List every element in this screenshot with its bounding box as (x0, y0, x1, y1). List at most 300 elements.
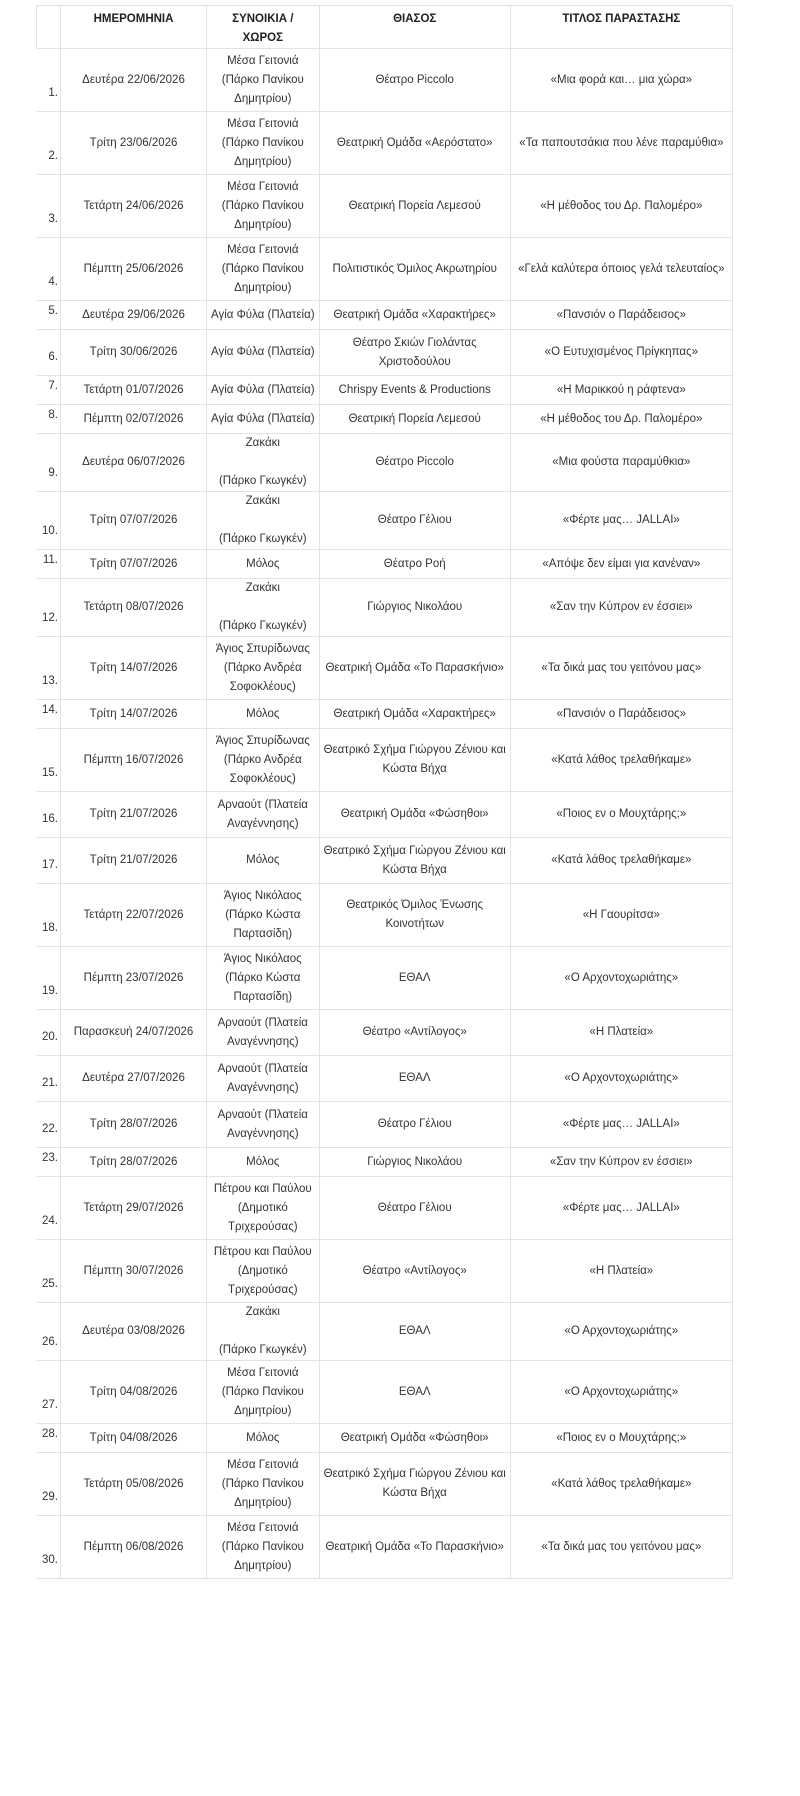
row-title (510, 49, 732, 112)
table-row (37, 376, 733, 405)
row-troupe (319, 330, 510, 376)
row-title (510, 700, 732, 729)
row-venue-line: Δημητρίου) (234, 92, 292, 105)
row-title (510, 1424, 732, 1453)
row-title (510, 1516, 732, 1579)
row-venue-line: Μέσα Γειτονιά (227, 243, 299, 256)
row-title-line: «Μια φούστα παραμύθκια» (552, 456, 691, 468)
row-date: Τετάρτη 29/07/2026 (61, 1177, 207, 1240)
row-troupe (319, 492, 510, 550)
table-row (37, 947, 733, 1010)
row-troupe (319, 1424, 510, 1453)
row-date: Δευτέρα 06/07/2026 (61, 434, 207, 492)
row-date: Τετάρτη 01/07/2026 (61, 376, 207, 405)
row-number: 14. (37, 700, 61, 729)
row-date: Τρίτη 28/07/2026 (61, 1102, 207, 1148)
row-title-line: «Τα παπουτσάκια που λένε παραμύθια» (519, 136, 724, 149)
row-troupe (319, 1240, 510, 1303)
row-troupe (319, 1516, 510, 1579)
row-title (510, 947, 732, 1010)
row-troupe-line: ΕΘΑΛ (398, 1325, 431, 1337)
row-title (510, 1361, 732, 1424)
row-number: 5. (37, 301, 61, 330)
row-venue-line: Μέσα Γειτονιά (227, 1366, 299, 1379)
row-venue-line: Μέσα Γειτονιά (227, 117, 299, 130)
row-venue-line: (Δημοτικό (237, 1264, 288, 1277)
row-number: 21. (37, 1056, 61, 1102)
row-number: 26. (37, 1303, 61, 1361)
row-venue-line: Αγία Φύλα (Πλατεία) (211, 346, 315, 358)
row-number: 8. (37, 405, 61, 434)
row-number: 22. (37, 1102, 61, 1148)
row-venue-line: (Δημοτικό (237, 1201, 288, 1214)
row-troupe-line: Θεατρικό Σχήμα Γιώργου Ζένιου και (323, 844, 506, 857)
row-title-line: «Η μέθοδος του Δρ. Παλομέρο» (540, 412, 703, 425)
row-venue-line (211, 598, 315, 617)
row-number: 6. (37, 330, 61, 376)
row-number: 11. (37, 550, 61, 579)
row-troupe-line: Θέατρο «Αντίλογος» (362, 1026, 467, 1038)
row-troupe-line: Θέατρο Piccolo (375, 456, 454, 468)
row-venue-line: (Πάρκο Ανδρέα (223, 753, 302, 766)
row-venue (207, 884, 320, 947)
table-row (37, 492, 733, 550)
table-row (37, 49, 733, 112)
row-title (510, 405, 732, 434)
row-venue (207, 637, 320, 700)
row-venue-line: Μέσα Γειτονιά (227, 54, 299, 67)
row-title (510, 175, 732, 238)
row-venue-line: Σοφοκλέους) (229, 680, 296, 693)
row-title-line: «Η Γαουρίτσα» (582, 908, 660, 921)
table-body (37, 49, 733, 1579)
table-row (37, 579, 733, 637)
row-title-line: «Σαν την Κύπρον εν έσσιει» (549, 601, 693, 613)
row-venue (207, 1010, 320, 1056)
row-venue (207, 838, 320, 884)
row-troupe (319, 434, 510, 492)
row-title (510, 1056, 732, 1102)
row-troupe-line: Θέατρο Γέλιου (377, 1118, 452, 1130)
row-number: 18. (37, 884, 61, 947)
row-title (510, 838, 732, 884)
row-troupe-line: Θεατρική Ομάδα «Χαρακτήρες» (333, 308, 496, 321)
row-date: Τρίτη 21/07/2026 (61, 838, 207, 884)
row-troupe (319, 884, 510, 947)
row-date: Πέμπτη 16/07/2026 (61, 729, 207, 792)
row-troupe-line: Θεατρική Ομάδα «Το Παρασκήνιο» (325, 661, 504, 674)
row-venue-line: Μόλος (246, 1431, 280, 1444)
row-troupe (319, 1148, 510, 1177)
row-date: Πέμπτη 25/06/2026 (61, 238, 207, 301)
row-troupe-line: Θεατρικό Σχήμα Γιώργου Ζένιου και (323, 1468, 506, 1480)
row-number: 29. (37, 1453, 61, 1516)
row-title-line: «Η Μαρικκού η ράφτενα» (556, 383, 686, 396)
row-venue (207, 376, 320, 405)
row-troupe-line: Θέατρο Ροή (383, 557, 446, 570)
row-number: 9. (37, 434, 61, 492)
row-troupe-line: Θεατρικός Όμιλος Ένωσης (346, 899, 484, 911)
row-venue-line: Αγία Φύλα (Πλατεία) (211, 412, 315, 425)
row-date: Δευτέρα 29/06/2026 (61, 301, 207, 330)
header-venue: ΣΥΝΟΙΚΙΑ / ΧΩΡΟΣ (207, 6, 320, 49)
row-title-line: «Κατά λάθος τρελαθήκαμε» (551, 854, 692, 866)
row-date: Πέμπτη 02/07/2026 (61, 405, 207, 434)
row-date: Πέμπτη 23/07/2026 (61, 947, 207, 1010)
row-date: Τρίτη 14/07/2026 (61, 700, 207, 729)
row-title-line: «Κατά λάθος τρελαθήκαμε» (551, 753, 692, 766)
row-venue (207, 550, 320, 579)
row-venue-line: Δημητρίου) (234, 1404, 292, 1417)
row-date: Δευτέρα 03/08/2026 (61, 1303, 207, 1361)
row-title-line: «Ποιος εν ο Μουχτάρης;» (556, 808, 687, 820)
row-troupe-line: Γιώργιος Νικολάου (367, 601, 463, 613)
row-troupe-line: Θεατρική Ομάδα «Χαρακτήρες» (333, 707, 496, 720)
table-row (37, 434, 733, 492)
row-troupe-line: Θεατρική Πορεία Λεμεσού (348, 412, 481, 425)
row-troupe-line: Θέατρο Γέλιου (377, 1201, 452, 1214)
row-title (510, 1102, 732, 1148)
row-venue (207, 1361, 320, 1424)
row-troupe-line: Κώστα Βήχα (382, 763, 447, 775)
row-troupe (319, 838, 510, 884)
row-venue-line: Δημητρίου) (234, 218, 292, 231)
row-venue (207, 434, 320, 492)
row-venue-line: (Πάρκο Πανίκου (221, 1540, 304, 1553)
row-title (510, 792, 732, 838)
row-venue-line: Μέσα Γειτονιά (227, 1521, 299, 1534)
row-title (510, 301, 732, 330)
row-troupe-line: Θέατρο Piccolo (375, 73, 454, 86)
row-venue-line: Παρτασίδη) (233, 990, 293, 1003)
row-venue-line: (Πάρκο Πανίκου (221, 73, 304, 86)
row-title-line: «Η μέθοδος του Δρ. Παλομέρο» (540, 199, 703, 212)
row-date: Τρίτη 21/07/2026 (61, 792, 207, 838)
table-row (37, 238, 733, 301)
row-venue-line: Αναγέννησης) (227, 1035, 299, 1048)
table-row (37, 1177, 733, 1240)
row-troupe-line: Πολιτιστικός Όμιλος Ακρωτηρίου (332, 262, 497, 275)
row-troupe (319, 1102, 510, 1148)
row-troupe-line: Γιώργιος Νικολάου (367, 1155, 463, 1168)
row-title (510, 1148, 732, 1177)
table-row (37, 838, 733, 884)
row-number: 1. (37, 49, 61, 112)
row-number: 13. (37, 637, 61, 700)
row-venue (207, 1056, 320, 1102)
table-row (37, 700, 733, 729)
row-troupe-line: Θέατρο Γέλιου (377, 514, 452, 526)
row-venue-line: Μέσα Γειτονιά (227, 180, 299, 193)
row-troupe (319, 637, 510, 700)
row-title (510, 1010, 732, 1056)
table-row (37, 175, 733, 238)
table-row (37, 112, 733, 175)
row-venue-line: Παρτασίδη) (233, 927, 293, 940)
row-troupe-line: Θεατρική Ομάδα «Το Παρασκήνιο» (325, 1540, 504, 1553)
header-title: ΤΙΤΛΟΣ ΠΑΡΑΣΤΑΣΗΣ (510, 6, 732, 49)
row-venue-line: (Πάρκο Κώστα (225, 971, 301, 984)
row-title (510, 330, 732, 376)
row-title-line: «Ποιος εν ο Μουχτάρης;» (556, 1431, 687, 1444)
row-number: 10. (37, 492, 61, 550)
row-venue (207, 330, 320, 376)
row-venue-line: Τριχερούσας) (227, 1283, 298, 1296)
row-troupe (319, 729, 510, 792)
row-venue (207, 1424, 320, 1453)
row-number: 16. (37, 792, 61, 838)
row-troupe (319, 550, 510, 579)
table-row (37, 729, 733, 792)
row-venue-line: Ζακάκι (245, 1306, 280, 1318)
header-date: ΗΜΕΡΟΜΗΝΙΑ (61, 6, 207, 49)
row-venue (207, 700, 320, 729)
table-row (37, 1010, 733, 1056)
row-venue-line: (Πάρκο Γκωγκέν) (218, 533, 307, 545)
row-title (510, 1240, 732, 1303)
row-venue-line (211, 453, 315, 472)
row-venue-line: Μόλος (246, 854, 280, 866)
table-row (37, 792, 733, 838)
row-troupe (319, 1010, 510, 1056)
row-venue-line: Άγιος Σπυρίδωνας (215, 734, 310, 747)
row-venue-line: Ζακάκι (245, 437, 280, 449)
row-venue-line: (Πάρκο Πανίκου (221, 136, 304, 149)
row-venue (207, 112, 320, 175)
table-row (37, 1056, 733, 1102)
row-venue-line: Δημητρίου) (234, 1559, 292, 1572)
row-venue (207, 405, 320, 434)
row-venue-line: Ζακάκι (245, 495, 280, 507)
row-title (510, 637, 732, 700)
row-number: 17. (37, 838, 61, 884)
row-title-line: «Η Πλατεία» (589, 1026, 654, 1038)
row-date: Τρίτη 23/06/2026 (61, 112, 207, 175)
row-venue-line: Αναγέννησης) (227, 817, 299, 830)
row-venue (207, 1303, 320, 1361)
row-troupe-line: ΕΘΑΛ (398, 971, 431, 984)
row-venue-line: Μέσα Γειτονιά (227, 1458, 299, 1471)
row-venue (207, 492, 320, 550)
row-date: Τρίτη 28/07/2026 (61, 1148, 207, 1177)
row-troupe (319, 947, 510, 1010)
row-venue-line: (Πάρκο Ανδρέα (223, 661, 302, 674)
row-title-line: «Γελά καλύτερα όποιος γελά τελευταίος» (518, 262, 725, 275)
row-venue-line: Σοφοκλέους) (229, 772, 296, 785)
row-venue-line: Αγία Φύλα (Πλατεία) (211, 383, 315, 396)
row-troupe-line: Θέατρο «Αντίλογος» (362, 1264, 467, 1277)
row-title-line: «Κατά λάθος τρελαθήκαμε» (551, 1477, 692, 1490)
row-title (510, 729, 732, 792)
row-troupe (319, 49, 510, 112)
row-venue-line: Πέτρου και Παύλου (213, 1245, 312, 1258)
row-title (510, 579, 732, 637)
row-venue-line: Τριχερούσας) (227, 1220, 298, 1233)
row-venue-line: Άγιος Νικόλαος (223, 952, 302, 965)
row-venue-line: Δημητρίου) (234, 155, 292, 168)
row-title-line: «Τα δικά μας του γειτόνου μας» (541, 661, 702, 674)
row-troupe-line: Θεατρική Ομάδα «Αερόστατο» (336, 136, 493, 149)
row-venue-line: Πέτρου και Παύλου (213, 1182, 312, 1195)
row-title-line: «Μια φορά και… μια χώρα» (550, 73, 693, 86)
row-venue-line: Αρναούτ (Πλατεία (217, 1062, 308, 1075)
row-date: Τρίτη 04/08/2026 (61, 1361, 207, 1424)
row-title (510, 550, 732, 579)
row-date: Τετάρτη 08/07/2026 (61, 579, 207, 637)
row-troupe (319, 1303, 510, 1361)
row-number: 25. (37, 1240, 61, 1303)
row-venue (207, 49, 320, 112)
row-venue (207, 947, 320, 1010)
row-number: 28. (37, 1424, 61, 1453)
row-number: 30. (37, 1516, 61, 1579)
row-date: Τρίτη 07/07/2026 (61, 550, 207, 579)
row-venue-line: Ζακάκι (245, 582, 280, 594)
row-venue-line: (Πάρκο Γκωγκέν) (218, 620, 307, 632)
row-title (510, 1453, 732, 1516)
schedule-table (36, 5, 733, 1579)
row-title-line: «Σαν την Κύπρον εν έσσιει» (549, 1155, 693, 1168)
row-title-line: «Απόψε δεν είμαι για κανέναν» (542, 557, 701, 570)
row-troupe-line: Κώστα Βήχα (382, 863, 447, 876)
table-row (37, 1453, 733, 1516)
row-title-line: «Ο Αρχοντοχωριάτης» (564, 1072, 679, 1084)
row-number: 2. (37, 112, 61, 175)
row-number: 20. (37, 1010, 61, 1056)
row-venue-line: Άγιος Νικόλαος (223, 889, 302, 902)
row-venue-line: Αρναούτ (Πλατεία (217, 1108, 308, 1121)
table-row (37, 1102, 733, 1148)
row-venue-line: (Πάρκο Πανίκου (221, 1385, 304, 1398)
row-title (510, 884, 732, 947)
row-title (510, 492, 732, 550)
row-venue-line: Μόλος (246, 557, 280, 570)
row-date: Δευτέρα 27/07/2026 (61, 1056, 207, 1102)
row-venue (207, 1240, 320, 1303)
row-venue (207, 792, 320, 838)
row-troupe-line: ΕΘΑΛ (398, 1385, 431, 1398)
row-troupe (319, 301, 510, 330)
table-row (37, 1361, 733, 1424)
row-venue-line: (Πάρκο Πανίκου (221, 262, 304, 275)
row-title-line: «Ο Αρχοντοχωριάτης» (564, 1385, 679, 1398)
row-title-line: «Η Πλατεία» (589, 1264, 654, 1277)
row-title-line: «Πανσιόν ο Παράδεισος» (556, 707, 686, 720)
row-title (510, 376, 732, 405)
row-venue-line: (Πάρκο Πανίκου (221, 1477, 304, 1490)
table-row (37, 301, 733, 330)
row-number: 7. (37, 376, 61, 405)
row-venue-line (211, 511, 315, 530)
row-troupe-line: Χριστοδούλου (378, 355, 451, 368)
row-troupe (319, 376, 510, 405)
row-venue (207, 1516, 320, 1579)
row-troupe-line: Θεατρικό Σχήμα Γιώργου Ζένιου και (323, 744, 506, 756)
row-title-line: «Ο Ευτυχισμένος Πρίγκηπας» (544, 346, 698, 358)
row-number: 19. (37, 947, 61, 1010)
row-troupe (319, 112, 510, 175)
row-title (510, 1177, 732, 1240)
row-venue-line: Αρναούτ (Πλατεία (217, 798, 308, 811)
table-row (37, 1424, 733, 1453)
row-troupe (319, 405, 510, 434)
row-venue-line: Μόλος (246, 1155, 280, 1168)
row-title-line: «Ο Αρχοντοχωριάτης» (564, 1325, 679, 1337)
row-title-line: «Τα δικά μας του γειτόνου μας» (541, 1540, 702, 1553)
row-venue (207, 175, 320, 238)
table-row (37, 550, 733, 579)
row-date: Τρίτη 04/08/2026 (61, 1424, 207, 1453)
row-number: 27. (37, 1361, 61, 1424)
table-row (37, 637, 733, 700)
row-troupe-line: Θεατρική Πορεία Λεμεσού (348, 199, 481, 212)
row-number: 4. (37, 238, 61, 301)
row-venue (207, 579, 320, 637)
row-troupe (319, 238, 510, 301)
row-date: Τρίτη 14/07/2026 (61, 637, 207, 700)
row-venue (207, 301, 320, 330)
row-venue-line: Δημητρίου) (234, 1496, 292, 1509)
row-troupe (319, 1177, 510, 1240)
row-venue-line: Άγιος Σπυρίδωνας (215, 642, 310, 655)
row-title (510, 434, 732, 492)
row-venue-line: Αγία Φύλα (Πλατεία) (211, 308, 315, 321)
row-venue-line: (Πάρκο Γκωγκέν) (218, 475, 307, 487)
row-date: Πέμπτη 06/08/2026 (61, 1516, 207, 1579)
table-row (37, 1148, 733, 1177)
row-venue-line: Δημητρίου) (234, 281, 292, 294)
row-venue-line (211, 1322, 315, 1341)
table-row (37, 1303, 733, 1361)
row-venue-line: (Πάρκο Γκωγκέν) (218, 1344, 307, 1356)
row-venue-line: Αρναούτ (Πλατεία (217, 1016, 308, 1029)
row-venue-line: Αναγέννησης) (227, 1127, 299, 1140)
row-title (510, 1303, 732, 1361)
row-number: 15. (37, 729, 61, 792)
row-troupe (319, 792, 510, 838)
table-row (37, 405, 733, 434)
row-date: Τετάρτη 05/08/2026 (61, 1453, 207, 1516)
row-date: Δευτέρα 22/06/2026 (61, 49, 207, 112)
row-troupe-line: Κοινοτήτων (385, 918, 444, 930)
row-venue (207, 1102, 320, 1148)
row-venue (207, 1453, 320, 1516)
table-row (37, 1516, 733, 1579)
row-date: Τετάρτη 24/06/2026 (61, 175, 207, 238)
row-title (510, 112, 732, 175)
row-troupe-line: Θεατρική Ομάδα «Φώσηθοι» (340, 808, 489, 820)
row-number: 3. (37, 175, 61, 238)
row-date: Τρίτη 07/07/2026 (61, 492, 207, 550)
header-row (37, 6, 733, 49)
row-troupe (319, 1453, 510, 1516)
table-row (37, 884, 733, 947)
row-date: Πέμπτη 30/07/2026 (61, 1240, 207, 1303)
row-venue-line: (Πάρκο Κώστα (225, 908, 301, 921)
header-troupe: ΘΙΑΣΟΣ (319, 6, 510, 49)
row-title-line: «Φέρτε μας… JALLAI» (562, 514, 680, 526)
row-troupe-line: ΕΘΑΛ (398, 1072, 431, 1084)
row-troupe-line: Chrispy Events & Productions (338, 383, 491, 396)
row-number: 23. (37, 1148, 61, 1177)
row-date: Παρασκευή 24/07/2026 (61, 1010, 207, 1056)
table-row (37, 1240, 733, 1303)
row-title (510, 238, 732, 301)
row-venue (207, 238, 320, 301)
row-number: 12. (37, 579, 61, 637)
row-troupe-line: Θέατρο Σκιών Γιολάντας (352, 336, 477, 349)
row-date: Τρίτη 30/06/2026 (61, 330, 207, 376)
